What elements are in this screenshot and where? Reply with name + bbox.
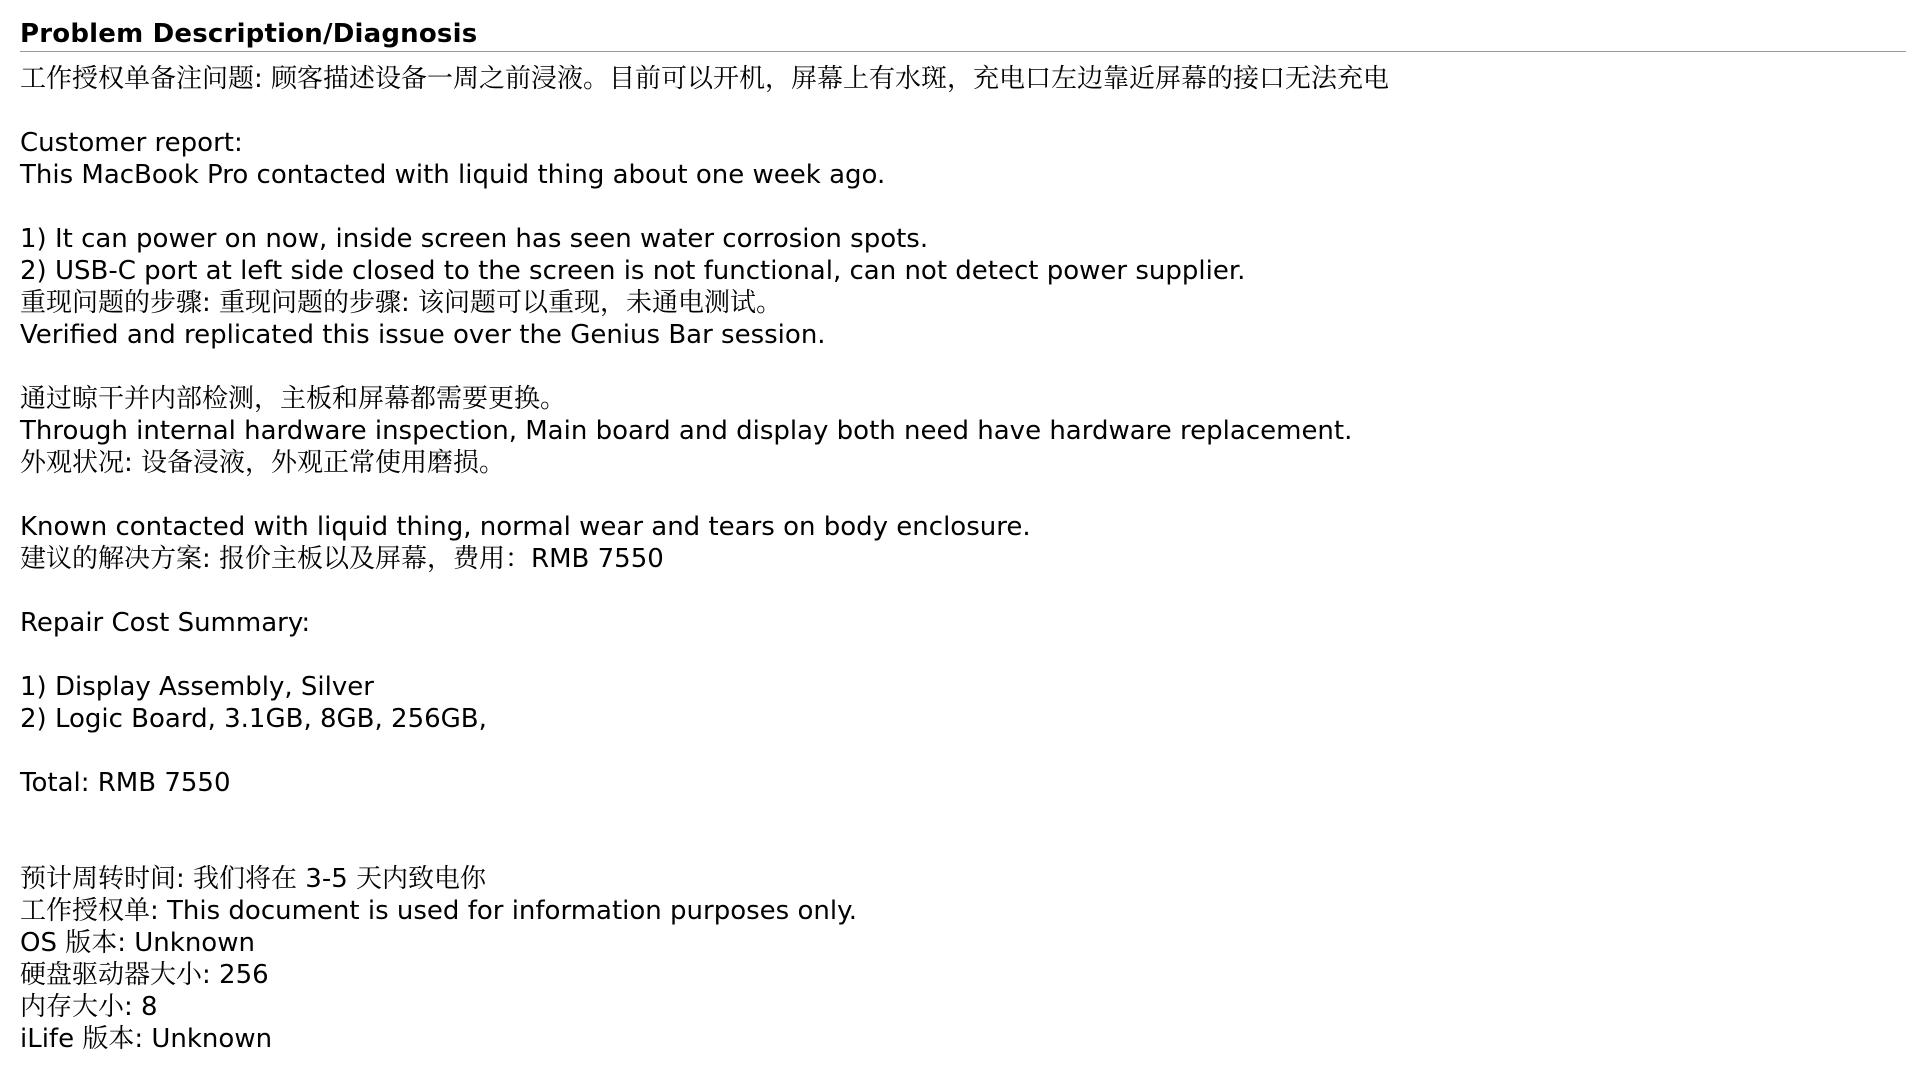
text-line: This MacBook Pro contacted with liquid thing about one week ago. [20,160,886,190]
text-line: Repair Cost Summary: [20,608,311,638]
diagnosis-text-body [20,63,1906,1055]
text-line: 建议的解决方案: 报价主板以及屏幕，费用：RMB 7550 [20,544,664,574]
text-line: Total: RMB 7550 [20,768,231,798]
text-line: Customer report: [20,128,243,158]
text-line: 预计周转时间: 我们将在 3-5 天内致电你 [20,864,487,894]
text-line: Through internal hardware inspection, Main board and display both need have hardware replacement. [20,416,1353,446]
text-line: 外观状况: 设备浸液，外观正常使用磨损。 [20,448,506,478]
text-line: OS 版本: Unknown [20,928,255,958]
blank-line [20,351,1906,383]
blank-line [20,799,1906,831]
document-page [20,0,1906,1055]
section-header [20,0,1906,52]
text-line: Verified and replicated this issue over the Genius Bar session. [20,320,826,350]
text-line: 工作授权单: This document is used for information purposes only. [20,896,858,926]
text-line: iLife 版本: Unknown [20,1024,273,1054]
blank-line [20,95,1906,127]
blank-line [20,735,1906,767]
text-line: Known contacted with liquid thing, normal wear and tears on body enclosure. [20,512,1031,542]
text-line: 2) USB-C port at left side closed to the screen is not functional, can not detect power supplier. [20,256,1246,286]
text-line: 工作授权单备注问题: 顾客描述设备一周之前浸液。目前可以开机，屏幕上有水斑，充电口左边靠近屏幕的接口无法充电 [20,64,1390,94]
text-line: 硬盘驱动器大小: 256 [20,960,269,990]
text-line: 1) It can power on now, inside screen has seen water corrosion spots. [20,224,929,254]
text-line: 1) Display Assembly, Silver [20,672,374,702]
text-line: 重现问题的步骤: 重现问题的步骤: 该问题可以重现，未通电测试。 [20,288,783,318]
blank-line [20,575,1906,607]
section-title: Problem Description/Diagnosis [20,19,478,49]
text-line: 内存大小: 8 [20,992,158,1022]
blank-line [20,479,1906,511]
blank-line [20,831,1906,863]
blank-line [20,191,1906,223]
text-line: 通过晾干并内部检测，主板和屏幕都需要更换。 [20,384,567,414]
blank-line [20,639,1906,671]
text-line: 2) Logic Board, 3.1GB, 8GB, 256GB, [20,704,487,734]
